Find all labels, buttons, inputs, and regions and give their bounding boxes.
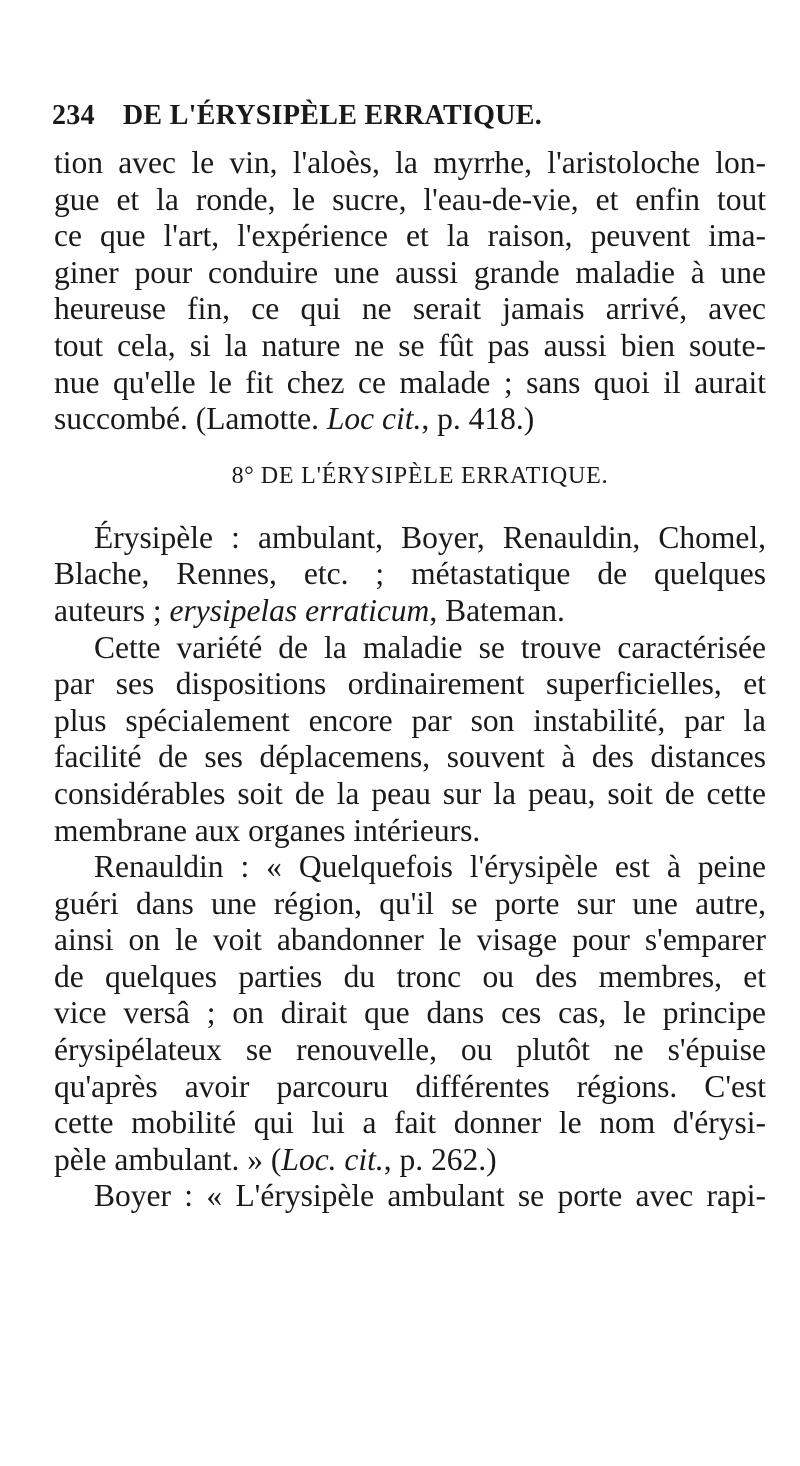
citation-italic: Loc. cit. [281, 1141, 384, 1177]
text-line: qu'après avoir parcouru différentes régions. C'est [54, 1068, 766, 1104]
citation-tail: , p. 418.) [421, 401, 535, 437]
citation-lead: pèle ambulant. » ( [54, 1141, 282, 1177]
text-line: Érysipèle : ambulant, Boyer, Renauldin, Chomel, [94, 519, 766, 555]
text-line: Blache, Rennes, etc. ; métastatique de quelques [54, 556, 766, 592]
citation-tail: , p. 262.) [383, 1141, 497, 1177]
text-line: Renauldin : « Quelquefois l'érysipèle est à peine [94, 849, 766, 885]
paragraph-continuation [54, 145, 766, 438]
text-line: vice versâ ; on dirait que dans ces cas, le principe [54, 995, 766, 1031]
text-line: érysipélateux se renouvelle, ou plutôt ne s'épuise [54, 1032, 766, 1068]
text-line: facilité de ses déplacemens, souvent à des distances [54, 739, 766, 775]
text-line: giner pour conduire une aussi grande maladie à une [54, 254, 766, 290]
running-title: DE L'ÉRYSIPÈLE ERRATIQUE. [122, 100, 542, 131]
text-line: tout cela, si la nature ne se fût pas aussi bien soute- [54, 327, 766, 363]
text-line: nue qu'elle le fit chez ce malade ; sans quoi il aurait [54, 364, 766, 400]
text-line: par ses dispositions ordinairement superficielles, et [54, 666, 766, 702]
section-heading [54, 458, 766, 494]
text-lead: auteurs ; [54, 592, 170, 628]
citation-italic: Loc cit. [326, 401, 422, 437]
text-line: ce que l'art, l'expérience et la raison, peuvent ima- [54, 218, 766, 254]
paragraph-renauldin [54, 849, 766, 1178]
text-line: plus spécialement encore par son instabilité, par la [54, 702, 766, 738]
text-line: de quelques parties du tronc ou des membres, et [54, 958, 766, 994]
section-title: DE L'ÉRYSIPÈLE ERRATIQUE. [260, 462, 609, 489]
text-tail: , Bateman. [429, 592, 565, 628]
text-line [54, 401, 766, 438]
text-line: cette mobilité qui lui a fait donner le nom d'érysi- [54, 1105, 766, 1141]
text-line: gue et la ronde, le sucre, l'eau-de-vie, et enfin tout [54, 181, 766, 217]
paragraph-synonyms [54, 520, 766, 630]
page-number: 234 [52, 100, 95, 131]
latin-term: erysipelas erraticum [169, 592, 430, 628]
text-line: membrane aux organes intérieurs. [54, 812, 481, 848]
paragraph-description [54, 630, 766, 850]
text-line: considérables soit de la peau sur la peau, soit de cette [54, 775, 766, 811]
paragraph-boyer [54, 1178, 766, 1215]
text-line [54, 1142, 766, 1179]
text-line: Cette variété de la maladie se trouve caractérisée [94, 629, 766, 665]
citation-lead: succombé. (Lamotte. [54, 401, 327, 437]
text-line: tion avec le vin, l'aloès, la myrrhe, l'aristoloche lon- [54, 145, 766, 180]
section-number: 8° [231, 462, 255, 489]
text-line: Boyer : « L'érysipèle ambulant se porte avec rapi- [94, 1178, 766, 1214]
text-line [54, 593, 766, 630]
text-line: guéri dans une région, qu'il se porte sur une autre, [54, 885, 766, 921]
body-text [54, 145, 766, 1215]
running-header [52, 100, 752, 140]
text-line: heureuse fin, ce qui ne serait jamais arrivé, avec [54, 291, 766, 327]
text-line: ainsi on le voit abandonner le visage pour s'emparer [54, 922, 766, 958]
